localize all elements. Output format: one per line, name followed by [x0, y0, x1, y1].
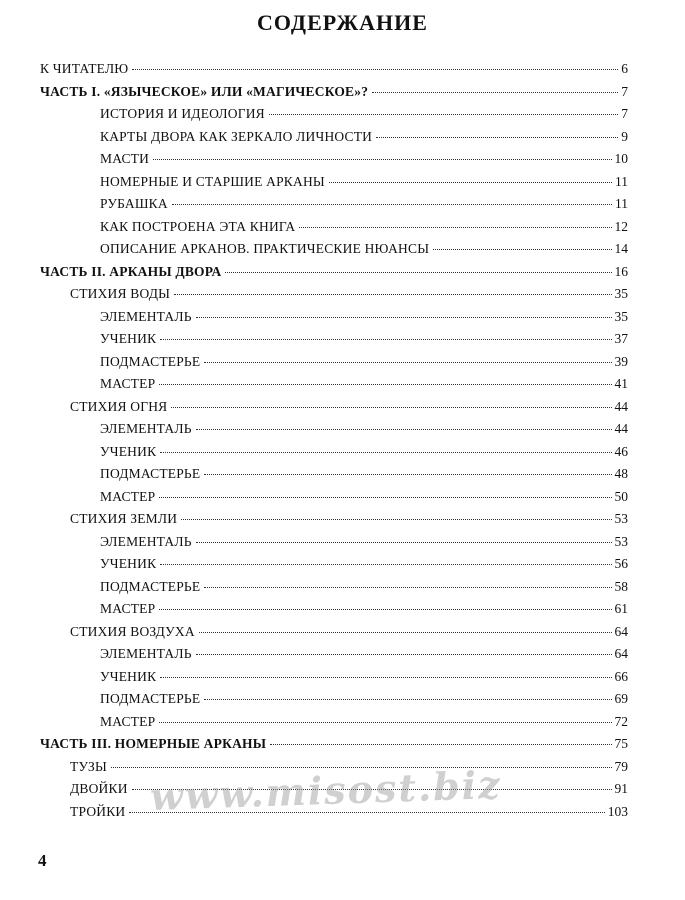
toc-entry-label: МАСТЕР — [100, 376, 156, 391]
toc-entry — [40, 621, 628, 644]
toc-entry-label: МАСТЕР — [100, 601, 156, 616]
toc-entry — [40, 643, 628, 666]
toc-entry-label: РУБАШКА — [100, 196, 168, 211]
toc-entry-page: 91 — [614, 781, 628, 796]
toc-entry-label: ЧАСТЬ III. НОМЕРНЫЕ АРКАНЫ — [40, 736, 267, 751]
dot-leader — [132, 68, 618, 70]
toc-entry — [40, 396, 628, 419]
toc-entry — [40, 306, 628, 329]
dot-leader — [204, 586, 611, 588]
toc-entry-label: ПОДМАСТЕРЬЕ — [100, 353, 201, 369]
dot-leader — [270, 743, 611, 745]
toc-entry-page: 35 — [614, 286, 628, 301]
toc-entry-page: 12 — [614, 218, 628, 234]
toc-entry-page: 50 — [614, 488, 628, 504]
toc-entry-page: 64 — [614, 646, 628, 661]
dot-leader — [196, 653, 612, 655]
toc-entry-page: 16 — [614, 263, 628, 279]
toc-entry-page: 61 — [614, 601, 628, 616]
dot-leader — [153, 158, 611, 160]
dot-leader — [199, 631, 612, 633]
toc-entry-label: КАК ПОСТРОЕНА ЭТА КНИГА — [100, 218, 296, 234]
page-number: 4 — [38, 851, 47, 870]
toc-entry-label: СТИХИЯ ВОЗДУХА — [70, 623, 195, 639]
toc-entry-label: ПОДМАСТЕРЬЕ — [100, 578, 201, 594]
toc-entry — [40, 373, 628, 396]
dot-leader — [225, 271, 611, 273]
toc-entry-label: ЭЛЕМЕНТАЛЬ — [100, 646, 192, 661]
toc-entry-label: ЧАСТЬ II. АРКАНЫ ДВОРА — [40, 263, 222, 279]
table-of-contents — [40, 58, 628, 823]
toc-entry-page: 7 — [621, 106, 628, 121]
toc-entry-page: 11 — [615, 173, 628, 189]
toc-entry-label: К ЧИТАТЕЛЮ — [40, 61, 129, 76]
dot-leader — [181, 518, 611, 520]
toc-entry-label: УЧЕНИК — [100, 331, 157, 346]
dot-leader — [299, 226, 611, 228]
dot-leader — [433, 248, 611, 250]
toc-entry-page: 48 — [614, 466, 628, 481]
toc-entry — [40, 733, 628, 756]
toc-entry-page: 75 — [614, 736, 628, 751]
watermark: www.misost.biz — [149, 761, 503, 820]
dot-leader — [204, 698, 611, 700]
toc-entry-page: 69 — [614, 691, 628, 706]
toc-entry-page: 44 — [614, 398, 628, 414]
toc-entry-page: 46 — [614, 443, 628, 459]
toc-entry-page: 53 — [614, 533, 628, 549]
toc-entry — [40, 126, 628, 149]
dot-leader — [329, 181, 612, 183]
toc-entry — [40, 553, 628, 576]
toc-entry — [40, 666, 628, 689]
toc-entry — [40, 508, 628, 531]
toc-entry — [40, 418, 628, 441]
toc-entry — [40, 711, 628, 734]
dot-leader — [160, 563, 611, 565]
toc-entry — [40, 58, 628, 81]
toc-entry — [40, 81, 628, 104]
toc-entry — [40, 351, 628, 374]
dot-leader — [160, 338, 611, 340]
toc-entry-page: 66 — [614, 668, 628, 684]
toc-entry — [40, 531, 628, 554]
dot-leader — [159, 383, 611, 385]
toc-entry-label: ТУЗЫ — [70, 758, 107, 774]
toc-entry — [40, 463, 628, 486]
dot-leader — [159, 608, 611, 610]
dot-leader — [196, 541, 612, 543]
toc-entry-page: 11 — [615, 196, 628, 211]
toc-entry-page: 44 — [614, 421, 628, 436]
toc-entry-label: КАРТЫ ДВОРА КАК ЗЕРКАЛО ЛИЧНОСТИ — [100, 128, 373, 144]
dot-leader — [159, 721, 611, 723]
toc-entry-label: СТИХИЯ ОГНЯ — [70, 398, 168, 414]
toc-entry-page: 14 — [614, 241, 628, 256]
toc-entry-page: 39 — [614, 353, 628, 369]
toc-entry-label: УЧЕНИК — [100, 668, 157, 684]
toc-entry-label: ПОДМАСТЕРЬЕ — [100, 466, 201, 481]
dot-leader — [204, 361, 611, 363]
toc-entry-label: МАСТЕР — [100, 488, 156, 504]
toc-entry-label: ЭЛЕМЕНТАЛЬ — [100, 533, 192, 549]
toc-entry-page: 58 — [614, 578, 628, 594]
toc-entry-label: НОМЕРНЫЕ И СТАРШИЕ АРКАНЫ — [100, 173, 325, 189]
toc-entry — [40, 238, 628, 261]
dot-leader — [171, 406, 611, 408]
toc-entry-page: 72 — [614, 713, 628, 729]
toc-entry-label: МАСТЕР — [100, 713, 156, 729]
dot-leader — [160, 676, 611, 678]
toc-entry-label: ТРОЙКИ — [70, 803, 126, 819]
toc-entry-page: 64 — [614, 623, 628, 639]
toc-entry-page: 41 — [614, 376, 628, 391]
toc-entry — [40, 328, 628, 351]
toc-entry-label: ИСТОРИЯ И ИДЕОЛОГИЯ — [100, 106, 265, 121]
toc-entry — [40, 103, 628, 126]
toc-entry-label: СТИХИЯ ЗЕМЛИ — [70, 511, 178, 526]
toc-entry-page: 56 — [614, 556, 628, 571]
toc-entry-label: СТИХИЯ ВОДЫ — [70, 286, 171, 301]
dot-leader — [269, 113, 618, 115]
toc-entry-page: 7 — [621, 83, 628, 99]
dot-leader — [196, 428, 612, 430]
toc-entry-label: ДВОЙКИ — [70, 781, 128, 796]
toc-entry-page: 53 — [614, 511, 628, 526]
toc-entry-label: МАСТИ — [100, 151, 150, 166]
toc-entry-page: 9 — [621, 128, 628, 144]
toc-entry — [40, 688, 628, 711]
dot-leader — [172, 203, 612, 205]
toc-entry — [40, 486, 628, 509]
toc-entry — [40, 216, 628, 239]
toc-entry — [40, 193, 628, 216]
toc-entry — [40, 441, 628, 464]
toc-entry-page: 79 — [614, 758, 628, 774]
toc-entry — [40, 283, 628, 306]
toc-entry — [40, 148, 628, 171]
toc-entry — [40, 261, 628, 284]
toc-entry-label: ПОДМАСТЕРЬЕ — [100, 691, 201, 706]
dot-leader — [204, 473, 611, 475]
toc-entry-label: УЧЕНИК — [100, 556, 157, 571]
dot-leader — [376, 136, 618, 138]
dot-leader — [196, 316, 612, 318]
toc-entry — [40, 171, 628, 194]
toc-entry-page: 10 — [614, 151, 628, 166]
toc-entry-page: 35 — [614, 308, 628, 324]
toc-entry-label: ЭЛЕМЕНТАЛЬ — [100, 421, 192, 436]
toc-entry-page: 37 — [614, 331, 628, 346]
dot-leader — [159, 496, 611, 498]
dot-leader — [372, 91, 618, 93]
toc-entry-page: 6 — [621, 61, 628, 76]
dot-leader — [160, 451, 611, 453]
toc-entry-label: ОПИСАНИЕ АРКАНОВ. ПРАКТИЧЕСКИЕ НЮАНСЫ — [100, 241, 430, 256]
toc-entry-label: УЧЕНИК — [100, 443, 157, 459]
toc-entry-label: ЧАСТЬ I. «ЯЗЫЧЕСКОЕ» ИЛИ «МАГИЧЕСКОЕ»? — [40, 83, 369, 99]
toc-entry-label: ЭЛЕМЕНТАЛЬ — [100, 308, 192, 324]
toc-entry — [40, 598, 628, 621]
dot-leader — [174, 293, 611, 295]
page-title: СОДЕРЖАНИЕ — [257, 10, 428, 35]
toc-entry — [40, 576, 628, 599]
toc-entry-page: 103 — [607, 803, 628, 819]
